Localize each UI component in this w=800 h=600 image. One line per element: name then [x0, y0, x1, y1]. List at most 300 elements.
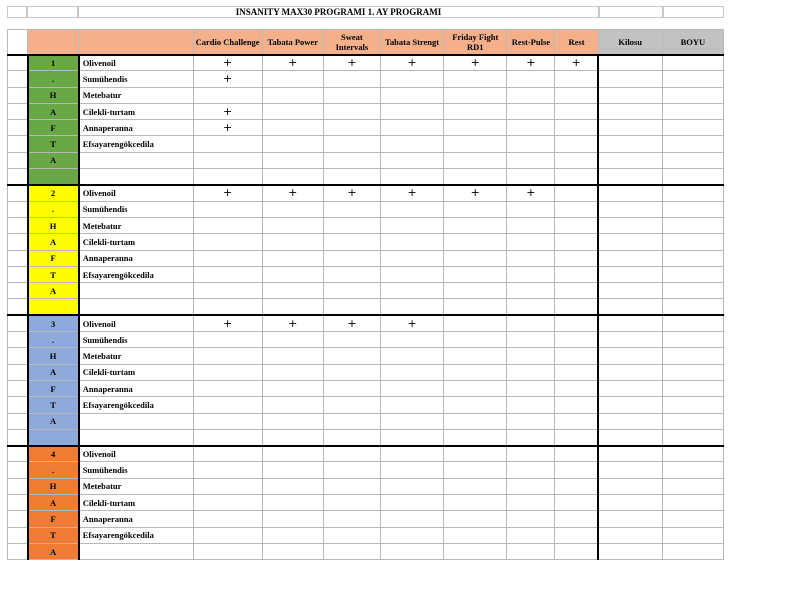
workout-mark-cell[interactable]: [507, 429, 555, 445]
workout-mark-cell[interactable]: [323, 380, 380, 396]
workout-mark-cell[interactable]: [262, 397, 323, 413]
workout-mark-cell[interactable]: [662, 299, 723, 315]
workout-mark-cell[interactable]: [507, 478, 555, 494]
workout-mark-cell[interactable]: +: [193, 185, 262, 201]
participant-name-cell[interactable]: Cilekli-turtam: [79, 234, 193, 250]
workout-mark-cell[interactable]: [444, 462, 507, 478]
workout-mark-cell[interactable]: [444, 250, 507, 266]
workout-mark-cell[interactable]: [193, 250, 262, 266]
week-label-cell[interactable]: .: [28, 462, 79, 478]
workout-mark-cell[interactable]: [555, 266, 598, 282]
workout-mark-cell[interactable]: [323, 152, 380, 168]
header-name[interactable]: [79, 30, 193, 55]
workout-mark-cell[interactable]: [381, 397, 444, 413]
week-label-cell[interactable]: F: [28, 120, 79, 136]
workout-mark-cell[interactable]: [507, 87, 555, 103]
workout-mark-cell[interactable]: [262, 71, 323, 87]
workout-mark-cell[interactable]: [381, 234, 444, 250]
row-number-cell[interactable]: [8, 283, 28, 299]
workout-mark-cell[interactable]: [555, 348, 598, 364]
participant-name-cell[interactable]: Efsayarengökcedila: [79, 527, 193, 543]
workout-mark-cell[interactable]: [262, 120, 323, 136]
workout-mark-cell[interactable]: [323, 413, 380, 429]
participant-name-cell[interactable]: Metebatur: [79, 478, 193, 494]
workout-mark-cell[interactable]: [662, 120, 723, 136]
workout-mark-cell[interactable]: [598, 495, 662, 511]
workout-mark-cell[interactable]: +: [262, 55, 323, 71]
workout-mark-cell[interactable]: [507, 201, 555, 217]
workout-mark-cell[interactable]: [507, 169, 555, 185]
workout-mark-cell[interactable]: [381, 283, 444, 299]
workout-mark-cell[interactable]: [598, 55, 662, 71]
workout-mark-cell[interactable]: [323, 364, 380, 380]
header-boyu[interactable]: BOYU: [662, 30, 723, 55]
workout-mark-cell[interactable]: [323, 495, 380, 511]
workout-mark-cell[interactable]: [381, 169, 444, 185]
title-cell-boyu[interactable]: [663, 6, 724, 18]
workout-mark-cell[interactable]: [555, 478, 598, 494]
workout-mark-cell[interactable]: [598, 348, 662, 364]
workout-mark-cell[interactable]: [262, 348, 323, 364]
workout-mark-cell[interactable]: [662, 217, 723, 233]
participant-name-cell[interactable]: [79, 283, 193, 299]
workout-mark-cell[interactable]: [555, 136, 598, 152]
row-number-cell[interactable]: [8, 120, 28, 136]
workout-mark-cell[interactable]: [662, 185, 723, 201]
workout-mark-cell[interactable]: [381, 380, 444, 396]
workout-mark-cell[interactable]: [662, 495, 723, 511]
workout-mark-cell[interactable]: [555, 495, 598, 511]
workout-mark-cell[interactable]: [555, 250, 598, 266]
row-number-cell[interactable]: [8, 55, 28, 71]
workout-mark-cell[interactable]: [662, 315, 723, 331]
workout-mark-cell[interactable]: [262, 478, 323, 494]
workout-mark-cell[interactable]: [662, 462, 723, 478]
workout-mark-cell[interactable]: [555, 429, 598, 445]
workout-mark-cell[interactable]: [381, 429, 444, 445]
workout-mark-cell[interactable]: +: [381, 315, 444, 331]
week-label-cell[interactable]: A: [28, 152, 79, 168]
workout-mark-cell[interactable]: +: [193, 71, 262, 87]
workout-mark-cell[interactable]: [323, 120, 380, 136]
workout-mark-cell[interactable]: [193, 217, 262, 233]
week-label-cell[interactable]: A: [28, 413, 79, 429]
workout-mark-cell[interactable]: [381, 543, 444, 559]
header-rest-pulse[interactable]: Rest-Pulse: [507, 30, 555, 55]
workout-mark-cell[interactable]: [598, 283, 662, 299]
week-label-cell[interactable]: T: [28, 527, 79, 543]
workout-mark-cell[interactable]: [381, 103, 444, 119]
participant-name-cell[interactable]: Annaperanna: [79, 250, 193, 266]
week-label-cell[interactable]: A: [28, 283, 79, 299]
workout-mark-cell[interactable]: [555, 87, 598, 103]
workout-mark-cell[interactable]: [662, 446, 723, 462]
workout-mark-cell[interactable]: [323, 462, 380, 478]
participant-name-cell[interactable]: Efsayarengökcedila: [79, 397, 193, 413]
header-friday-fight[interactable]: Friday Fight RD1: [444, 30, 507, 55]
header-corner[interactable]: [8, 30, 28, 55]
row-number-cell[interactable]: [8, 348, 28, 364]
workout-mark-cell[interactable]: [323, 71, 380, 87]
workout-mark-cell[interactable]: [262, 495, 323, 511]
workout-mark-cell[interactable]: [598, 120, 662, 136]
workout-mark-cell[interactable]: [262, 511, 323, 527]
workout-mark-cell[interactable]: [323, 136, 380, 152]
workout-mark-cell[interactable]: [262, 152, 323, 168]
workout-mark-cell[interactable]: [262, 429, 323, 445]
participant-name-cell[interactable]: Cilekli-turtam: [79, 364, 193, 380]
row-number-cell[interactable]: [8, 511, 28, 527]
row-number-cell[interactable]: [8, 527, 28, 543]
workout-mark-cell[interactable]: [598, 299, 662, 315]
workout-mark-cell[interactable]: [381, 71, 444, 87]
participant-name-cell[interactable]: [79, 299, 193, 315]
workout-mark-cell[interactable]: [262, 299, 323, 315]
workout-mark-cell[interactable]: [262, 332, 323, 348]
header-rest[interactable]: Rest: [555, 30, 598, 55]
workout-mark-cell[interactable]: [444, 136, 507, 152]
workout-mark-cell[interactable]: [381, 511, 444, 527]
workout-mark-cell[interactable]: [662, 71, 723, 87]
workout-mark-cell[interactable]: [598, 103, 662, 119]
participant-name-cell[interactable]: Olivenoil: [79, 315, 193, 331]
workout-mark-cell[interactable]: [507, 120, 555, 136]
week-label-cell[interactable]: 4: [28, 446, 79, 462]
workout-mark-cell[interactable]: [262, 234, 323, 250]
row-number-cell[interactable]: [8, 185, 28, 201]
participant-name-cell[interactable]: Efsayarengökcedila: [79, 266, 193, 282]
participant-name-cell[interactable]: [79, 169, 193, 185]
participant-name-cell[interactable]: Annaperanna: [79, 380, 193, 396]
workout-mark-cell[interactable]: +: [193, 55, 262, 71]
workout-mark-cell[interactable]: [507, 348, 555, 364]
participant-name-cell[interactable]: Cilekli-turtam: [79, 103, 193, 119]
workout-mark-cell[interactable]: [598, 234, 662, 250]
workout-mark-cell[interactable]: [444, 495, 507, 511]
workout-mark-cell[interactable]: [444, 217, 507, 233]
workout-mark-cell[interactable]: [444, 120, 507, 136]
workout-mark-cell[interactable]: [444, 169, 507, 185]
workout-mark-cell[interactable]: [444, 478, 507, 494]
week-label-cell[interactable]: H: [28, 87, 79, 103]
workout-mark-cell[interactable]: [507, 234, 555, 250]
workout-mark-cell[interactable]: [381, 217, 444, 233]
workout-mark-cell[interactable]: [323, 250, 380, 266]
workout-mark-cell[interactable]: [262, 103, 323, 119]
row-number-cell[interactable]: [8, 234, 28, 250]
workout-mark-cell[interactable]: [381, 332, 444, 348]
workout-mark-cell[interactable]: [323, 266, 380, 282]
participant-name-cell[interactable]: Annaperanna: [79, 511, 193, 527]
week-label-cell[interactable]: F: [28, 250, 79, 266]
workout-mark-cell[interactable]: [262, 413, 323, 429]
workout-mark-cell[interactable]: [444, 103, 507, 119]
row-number-cell[interactable]: [8, 543, 28, 559]
participant-name-cell[interactable]: Cilekli-turtam: [79, 495, 193, 511]
workout-mark-cell[interactable]: [555, 201, 598, 217]
row-number-cell[interactable]: [8, 397, 28, 413]
week-label-cell[interactable]: 2: [28, 185, 79, 201]
header-cardio-challenge[interactable]: Cardio Challenge: [193, 30, 262, 55]
workout-mark-cell[interactable]: [381, 87, 444, 103]
workout-mark-cell[interactable]: [598, 201, 662, 217]
workout-mark-cell[interactable]: [262, 446, 323, 462]
row-number-cell[interactable]: [8, 136, 28, 152]
workout-mark-cell[interactable]: [444, 446, 507, 462]
workout-mark-cell[interactable]: [381, 152, 444, 168]
row-number-cell[interactable]: [8, 217, 28, 233]
workout-mark-cell[interactable]: [262, 283, 323, 299]
week-label-cell[interactable]: F: [28, 511, 79, 527]
workout-mark-cell[interactable]: [444, 266, 507, 282]
workout-mark-cell[interactable]: [662, 169, 723, 185]
workout-mark-cell[interactable]: [555, 397, 598, 413]
workout-mark-cell[interactable]: [381, 299, 444, 315]
workout-mark-cell[interactable]: [555, 185, 598, 201]
workout-mark-cell[interactable]: [444, 234, 507, 250]
workout-mark-cell[interactable]: [555, 511, 598, 527]
workout-mark-cell[interactable]: [262, 217, 323, 233]
workout-mark-cell[interactable]: [323, 348, 380, 364]
workout-mark-cell[interactable]: [262, 136, 323, 152]
workout-mark-cell[interactable]: [323, 103, 380, 119]
workout-mark-cell[interactable]: [507, 511, 555, 527]
workout-mark-cell[interactable]: [193, 543, 262, 559]
workout-mark-cell[interactable]: [555, 169, 598, 185]
row-number-cell[interactable]: [8, 462, 28, 478]
workout-mark-cell[interactable]: [381, 462, 444, 478]
workout-mark-cell[interactable]: [193, 429, 262, 445]
workout-mark-cell[interactable]: [507, 332, 555, 348]
week-label-cell[interactable]: T: [28, 397, 79, 413]
header-tabata-strengt[interactable]: Tabata Strengt: [381, 30, 444, 55]
week-label-cell[interactable]: A: [28, 495, 79, 511]
workout-mark-cell[interactable]: +: [381, 185, 444, 201]
workout-mark-cell[interactable]: [193, 462, 262, 478]
workout-mark-cell[interactable]: [507, 364, 555, 380]
workout-mark-cell[interactable]: [662, 543, 723, 559]
workout-mark-cell[interactable]: [662, 87, 723, 103]
workout-mark-cell[interactable]: [262, 250, 323, 266]
workout-mark-cell[interactable]: [444, 315, 507, 331]
row-number-cell[interactable]: [8, 380, 28, 396]
workout-mark-cell[interactable]: [323, 446, 380, 462]
workout-mark-cell[interactable]: [598, 478, 662, 494]
participant-name-cell[interactable]: Olivenoil: [79, 55, 193, 71]
row-number-cell[interactable]: [8, 315, 28, 331]
workout-mark-cell[interactable]: [662, 527, 723, 543]
workout-mark-cell[interactable]: [193, 511, 262, 527]
workout-mark-cell[interactable]: [662, 55, 723, 71]
workout-mark-cell[interactable]: [598, 71, 662, 87]
workout-mark-cell[interactable]: [444, 152, 507, 168]
week-label-cell[interactable]: .: [28, 71, 79, 87]
workout-mark-cell[interactable]: [323, 511, 380, 527]
workout-mark-cell[interactable]: [555, 332, 598, 348]
workout-mark-cell[interactable]: [598, 397, 662, 413]
header-week[interactable]: [28, 30, 79, 55]
workout-mark-cell[interactable]: [598, 217, 662, 233]
week-label-cell[interactable]: [28, 169, 79, 185]
row-number-cell[interactable]: [8, 103, 28, 119]
workout-mark-cell[interactable]: [193, 234, 262, 250]
workout-mark-cell[interactable]: [262, 380, 323, 396]
workout-mark-cell[interactable]: [507, 103, 555, 119]
workout-mark-cell[interactable]: [444, 299, 507, 315]
workout-mark-cell[interactable]: [262, 266, 323, 282]
workout-mark-cell[interactable]: [323, 527, 380, 543]
row-number-cell[interactable]: [8, 169, 28, 185]
workout-mark-cell[interactable]: [507, 315, 555, 331]
row-number-cell[interactable]: [8, 332, 28, 348]
workout-mark-cell[interactable]: [662, 478, 723, 494]
workout-mark-cell[interactable]: [555, 71, 598, 87]
workout-mark-cell[interactable]: +: [555, 55, 598, 71]
workout-mark-cell[interactable]: [193, 495, 262, 511]
workout-mark-cell[interactable]: +: [262, 315, 323, 331]
workout-mark-cell[interactable]: +: [193, 315, 262, 331]
title-cell-kilosu[interactable]: [599, 6, 663, 18]
workout-mark-cell[interactable]: [555, 120, 598, 136]
row-number-cell[interactable]: [8, 87, 28, 103]
workout-mark-cell[interactable]: [193, 152, 262, 168]
workout-mark-cell[interactable]: [598, 462, 662, 478]
participant-name-cell[interactable]: Olivenoil: [79, 185, 193, 201]
week-label-cell[interactable]: F: [28, 380, 79, 396]
workout-mark-cell[interactable]: [662, 364, 723, 380]
workout-mark-cell[interactable]: [381, 495, 444, 511]
workout-mark-cell[interactable]: +: [193, 103, 262, 119]
workout-mark-cell[interactable]: [193, 201, 262, 217]
workout-mark-cell[interactable]: +: [193, 120, 262, 136]
workout-mark-cell[interactable]: [598, 266, 662, 282]
workout-mark-cell[interactable]: [323, 397, 380, 413]
workout-mark-cell[interactable]: [598, 380, 662, 396]
workout-mark-cell[interactable]: [598, 429, 662, 445]
workout-mark-cell[interactable]: [193, 446, 262, 462]
workout-mark-cell[interactable]: [507, 462, 555, 478]
workout-mark-cell[interactable]: [507, 71, 555, 87]
workout-mark-cell[interactable]: [262, 543, 323, 559]
workout-mark-cell[interactable]: [555, 364, 598, 380]
participant-name-cell[interactable]: Annaperanna: [79, 120, 193, 136]
workout-mark-cell[interactable]: [381, 446, 444, 462]
workout-mark-cell[interactable]: [662, 152, 723, 168]
row-number-cell[interactable]: [8, 495, 28, 511]
week-label-cell[interactable]: A: [28, 364, 79, 380]
workout-mark-cell[interactable]: [662, 511, 723, 527]
participant-name-cell[interactable]: Sumühendis: [79, 462, 193, 478]
workout-mark-cell[interactable]: [598, 185, 662, 201]
row-number-cell[interactable]: [8, 266, 28, 282]
week-label-cell[interactable]: A: [28, 543, 79, 559]
workout-mark-cell[interactable]: [381, 250, 444, 266]
participant-name-cell[interactable]: [79, 413, 193, 429]
week-label-cell[interactable]: H: [28, 348, 79, 364]
workout-mark-cell[interactable]: [662, 429, 723, 445]
workout-mark-cell[interactable]: [555, 446, 598, 462]
workout-mark-cell[interactable]: [662, 201, 723, 217]
participant-name-cell[interactable]: Sumühendis: [79, 201, 193, 217]
workout-mark-cell[interactable]: [662, 397, 723, 413]
workout-mark-cell[interactable]: [662, 250, 723, 266]
workout-mark-cell[interactable]: [555, 217, 598, 233]
workout-mark-cell[interactable]: [662, 348, 723, 364]
workout-mark-cell[interactable]: [193, 380, 262, 396]
workout-mark-cell[interactable]: [555, 527, 598, 543]
row-number-cell[interactable]: [8, 299, 28, 315]
workout-mark-cell[interactable]: [444, 511, 507, 527]
workout-mark-cell[interactable]: [323, 429, 380, 445]
workout-mark-cell[interactable]: [507, 266, 555, 282]
workout-mark-cell[interactable]: [598, 169, 662, 185]
workout-mark-cell[interactable]: +: [323, 315, 380, 331]
workout-mark-cell[interactable]: [507, 413, 555, 429]
workout-mark-cell[interactable]: [555, 462, 598, 478]
workout-mark-cell[interactable]: [193, 397, 262, 413]
workout-mark-cell[interactable]: [381, 348, 444, 364]
workout-mark-cell[interactable]: +: [507, 185, 555, 201]
workout-mark-cell[interactable]: [555, 380, 598, 396]
participant-name-cell[interactable]: Olivenoil: [79, 446, 193, 462]
workout-mark-cell[interactable]: [662, 266, 723, 282]
row-number-cell[interactable]: [8, 478, 28, 494]
week-label-cell[interactable]: H: [28, 478, 79, 494]
workout-mark-cell[interactable]: [598, 136, 662, 152]
workout-mark-cell[interactable]: [262, 87, 323, 103]
workout-mark-cell[interactable]: [598, 315, 662, 331]
workout-mark-cell[interactable]: [598, 332, 662, 348]
workout-mark-cell[interactable]: [193, 87, 262, 103]
workout-mark-cell[interactable]: [662, 103, 723, 119]
workout-mark-cell[interactable]: [598, 152, 662, 168]
workout-mark-cell[interactable]: [507, 250, 555, 266]
week-label-cell[interactable]: T: [28, 136, 79, 152]
workout-mark-cell[interactable]: [323, 543, 380, 559]
workout-mark-cell[interactable]: [381, 413, 444, 429]
workout-mark-cell[interactable]: [262, 527, 323, 543]
row-number-cell[interactable]: [8, 71, 28, 87]
week-label-cell[interactable]: A: [28, 234, 79, 250]
workout-mark-cell[interactable]: [444, 283, 507, 299]
workout-mark-cell[interactable]: [555, 413, 598, 429]
week-label-cell[interactable]: T: [28, 266, 79, 282]
week-label-cell[interactable]: H: [28, 217, 79, 233]
workout-mark-cell[interactable]: [381, 527, 444, 543]
week-label-cell[interactable]: 1: [28, 55, 79, 71]
row-number-cell[interactable]: [8, 429, 28, 445]
workout-mark-cell[interactable]: [262, 462, 323, 478]
workout-mark-cell[interactable]: [193, 299, 262, 315]
workout-mark-cell[interactable]: [555, 315, 598, 331]
workout-mark-cell[interactable]: [507, 217, 555, 233]
workout-mark-cell[interactable]: [662, 234, 723, 250]
workout-mark-cell[interactable]: [381, 120, 444, 136]
workout-mark-cell[interactable]: [323, 87, 380, 103]
workout-mark-cell[interactable]: [323, 283, 380, 299]
title-cell-a[interactable]: [7, 6, 27, 18]
workout-mark-cell[interactable]: [444, 397, 507, 413]
participant-name-cell[interactable]: [79, 152, 193, 168]
workout-mark-cell[interactable]: [662, 413, 723, 429]
workout-mark-cell[interactable]: [555, 103, 598, 119]
workout-mark-cell[interactable]: [444, 201, 507, 217]
workout-mark-cell[interactable]: [193, 364, 262, 380]
row-number-cell[interactable]: [8, 250, 28, 266]
participant-name-cell[interactable]: Metebatur: [79, 87, 193, 103]
participant-name-cell[interactable]: Sumühendis: [79, 71, 193, 87]
workout-mark-cell[interactable]: [262, 169, 323, 185]
